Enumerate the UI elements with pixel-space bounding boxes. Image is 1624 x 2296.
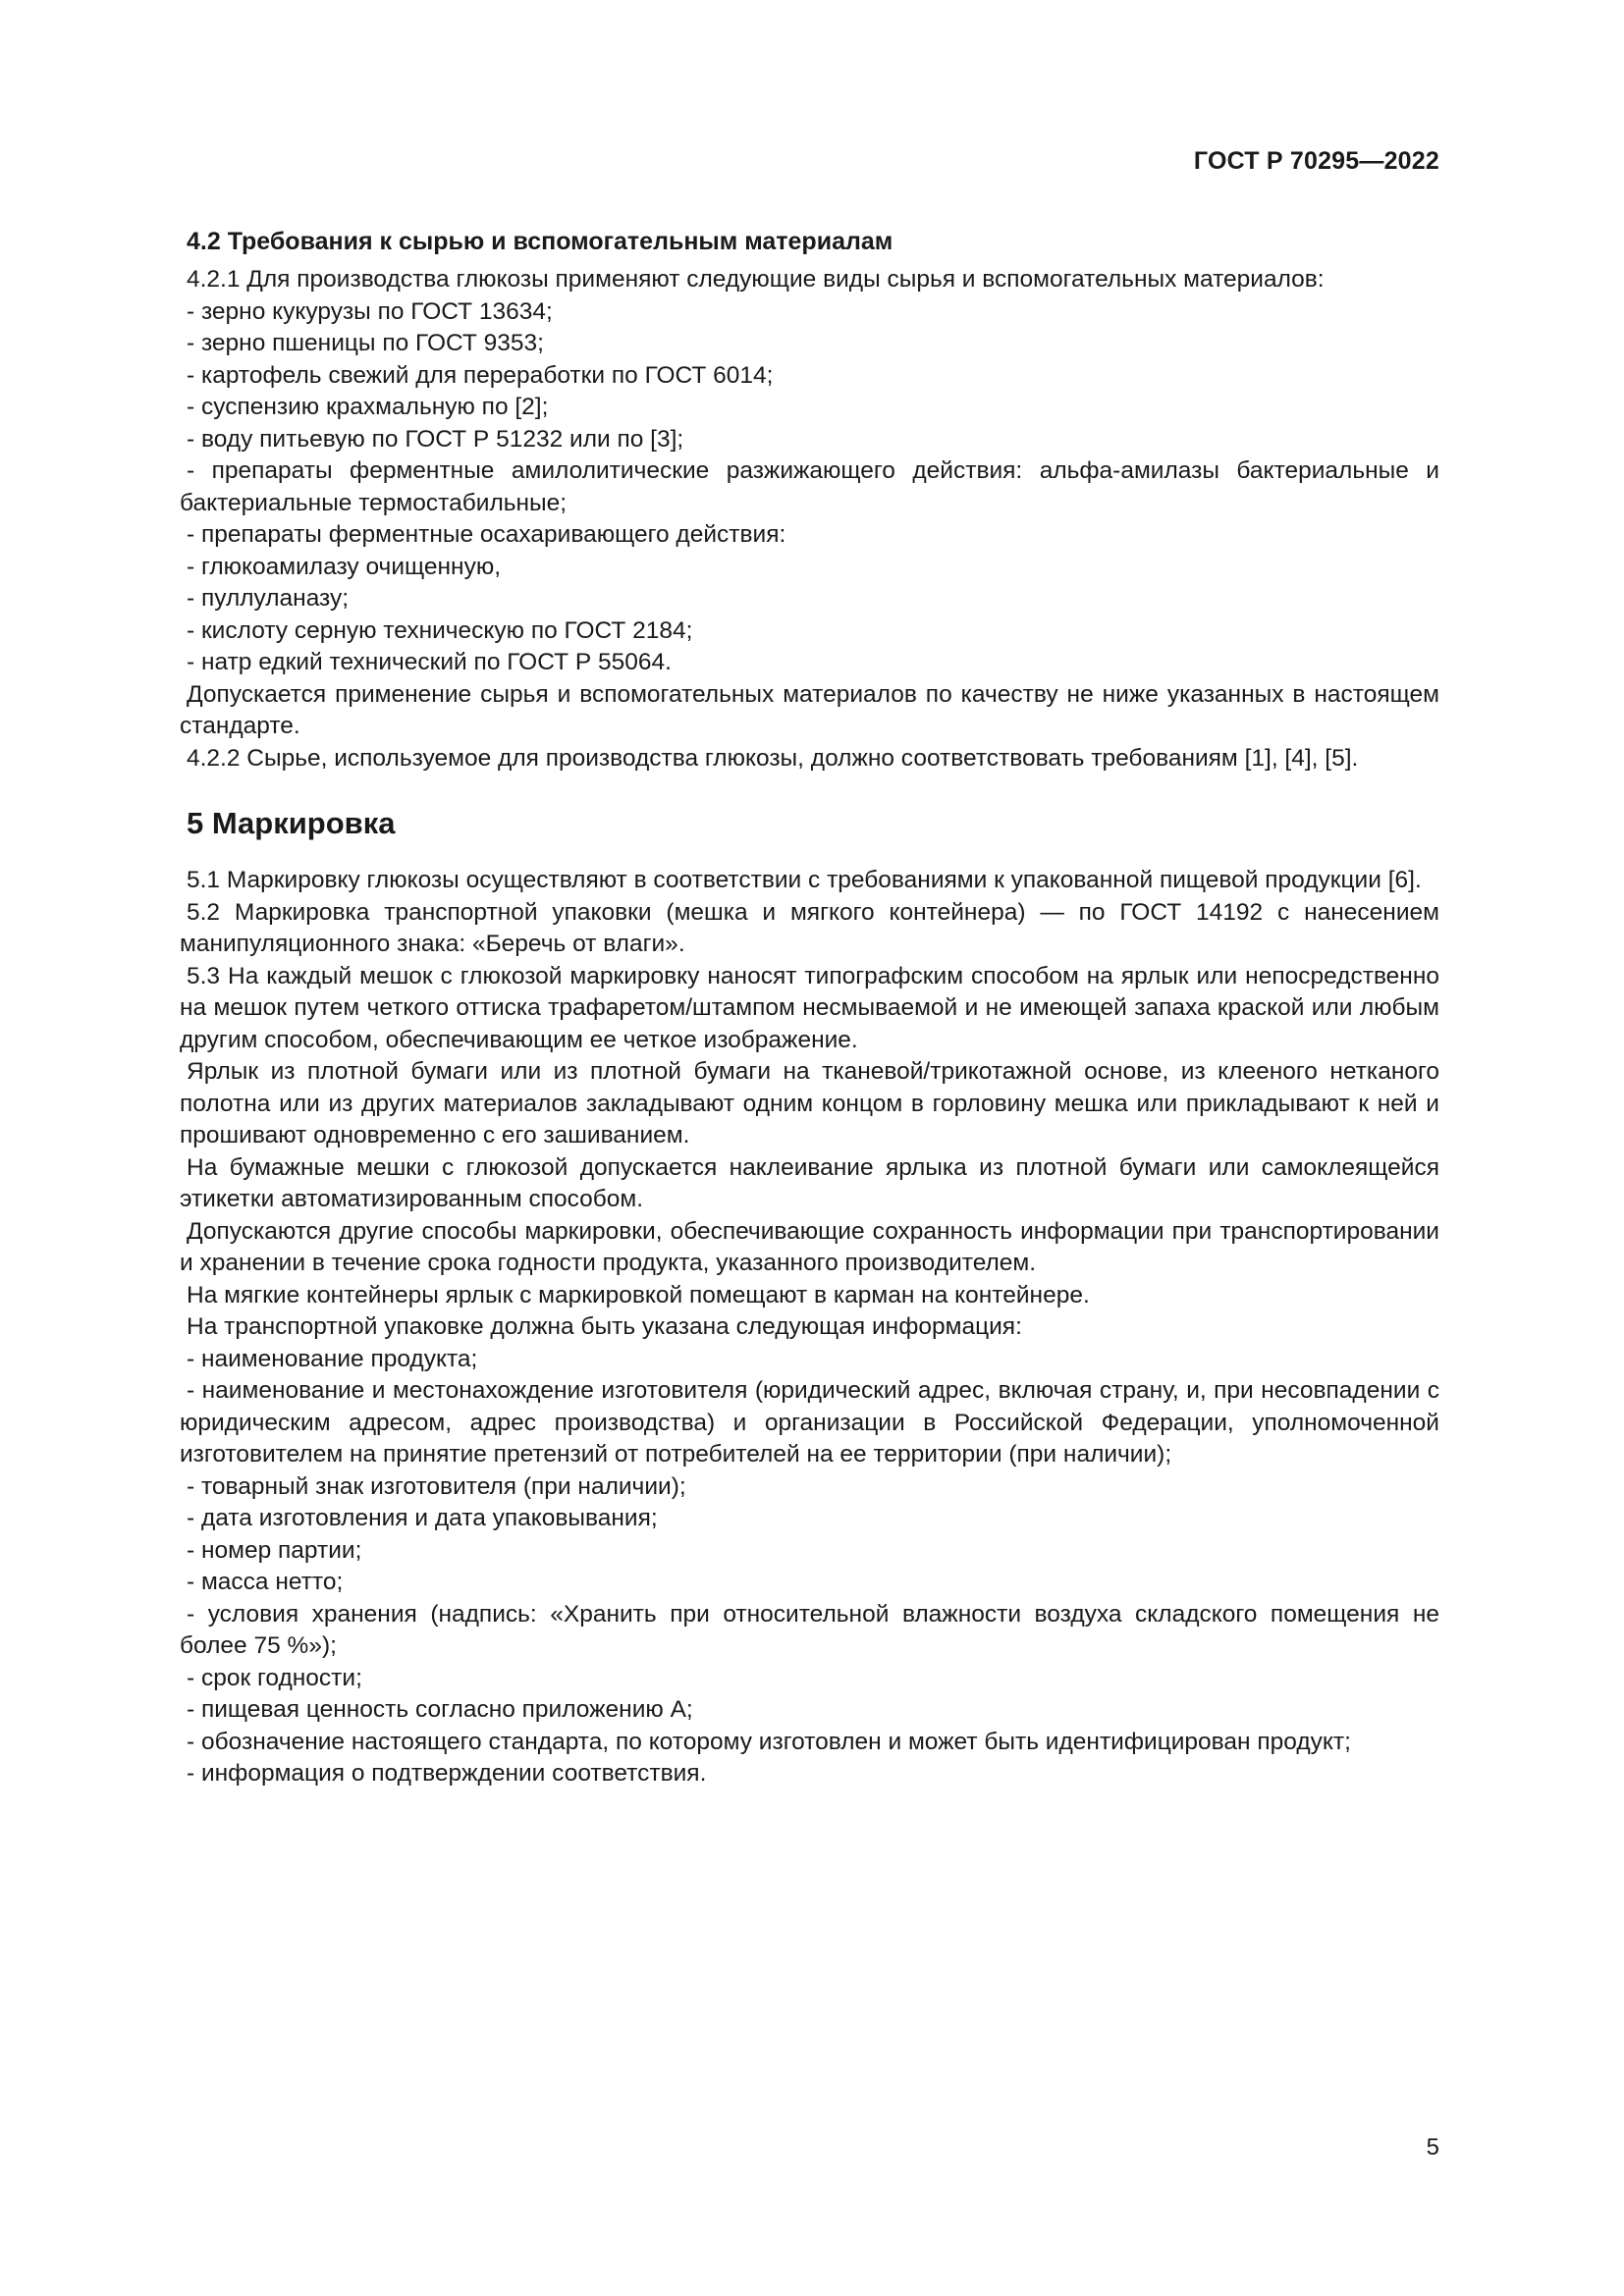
list-item: - зерно пшеницы по ГОСТ 9353;: [187, 330, 544, 356]
list-item: - пищевая ценность согласно приложению А;: [187, 1696, 693, 1723]
page-number: 5: [1426, 2134, 1439, 2161]
list-item: - информация о подтверждении соответствия.: [187, 1760, 707, 1787]
list-item: - масса нетто;: [187, 1569, 344, 1595]
list-item: - зерно кукурузы по ГОСТ 13634;: [187, 297, 553, 325]
list-item: - глюкоамилазу очищенную,: [187, 553, 502, 580]
raw-materials-list: [180, 296, 1439, 679]
list-item: - картофель свежий для переработки по ГОСТ 6014;: [187, 361, 774, 389]
paragraph-allowance: Допускается применение сырья и вспомогательных материалов по качеству не ниже указанных в настоящем стандарте.: [180, 680, 1439, 739]
list-item: - срок годности;: [187, 1664, 362, 1691]
paragraph-4-2-2: 4.2.2 Сырье, используемое для производства глюкозы, должно соответствовать требованиям [1], [4], [5].: [187, 744, 1359, 772]
subsection-heading-4-2: 4.2 Требования к сырью и вспомогательным материалам: [187, 228, 893, 255]
list-item: - натр едкий технический по ГОСТ Р 55064.: [187, 649, 672, 675]
list-item: - препараты ферментные амилолитические разжижающего действия: альфа-амилазы бактериальные и бактериальные термостабильные;: [180, 457, 1439, 516]
paragraph-paper-bags: На бумажные мешки с глюкозой допускается наклеивание ярлыка из плотной бумаги или самоклеящейся этикетки автоматизированным способом.: [180, 1153, 1439, 1212]
list-item: - суспензию крахмальную по [2];: [187, 394, 549, 420]
list-item: - наименование продукта;: [187, 1345, 478, 1372]
list-item: - номер партии;: [187, 1536, 362, 1564]
list-item: - товарный знак изготовителя (при наличии);: [187, 1472, 686, 1500]
list-item: - кислоту серную техническую по ГОСТ 2184;: [187, 616, 693, 644]
list-item: - дата изготовления и дата упаковывания;: [187, 1505, 658, 1531]
paragraph-5-2: 5.2 Маркировка транспортной упаковки (мешка и мягкого контейнера) — по ГОСТ 14192 с нанесением манипуляционного знака: «Беречь от влаги».: [180, 898, 1439, 957]
paragraph-5-3: 5.3 На каждый мешок с глюкозой маркировку наносят типографским способом на ярлык или непосредственно на мешок путем четкого оттиска трафаретом/штампом несмываемой и не имеющей запаха краской или любым другим способом, обеспечивающим ее четкое изображение.: [180, 962, 1439, 1053]
paragraph-label: Ярлык из плотной бумаги или из плотной бумаги на тканевой/трикотажной основе, из клееного нетканого полотна или из других материалов закладывают одним концом в горловину мешка или прикладывают к ней и прошивают одновременно с его зашиванием.: [180, 1058, 1439, 1148]
list-item: - пуллуланазу;: [187, 585, 350, 612]
list-item: - препараты ферментные осахаривающего действия:: [187, 521, 786, 548]
list-item: - условия хранения (надпись: «Хранить при относительной влажности воздуха складского помещения не более 75 %»);: [180, 1600, 1439, 1659]
list-item: - наименование и местонахождение изготовителя (юридический адрес, включая страну, и, при несовпадении с юридическим адресом, адрес производства) и организации в Российской Федерации, уполномоченной изготовителем на принятие претензий от потребителей на ее территории (при наличии);: [180, 1377, 1439, 1468]
paragraph-info-intro: На транспортной упаковке должна быть указана следующая информация:: [187, 1313, 1022, 1340]
paragraph-other-methods: Допускаются другие способы маркировки, обеспечивающие сохранность информации при транспортировании и хранении в течение срока годности продукта, указанного производителем.: [180, 1217, 1439, 1276]
section-heading-5: 5 Маркировка: [187, 806, 396, 840]
document-code: ГОСТ Р 70295—2022: [1193, 147, 1439, 175]
list-item: - обозначение настоящего стандарта, по которому изготовлен и может быть идентифицирован продукт;: [187, 1728, 1351, 1755]
paragraph-5-1: 5.1 Маркировку глюкозы осуществляют в соответствии с требованиями к упакованной пищевой продукции [6].: [187, 867, 1422, 893]
paragraph-soft-containers: На мягкие контейнеры ярлык с маркировкой помещают в карман на контейнере.: [187, 1281, 1090, 1308]
packaging-info-list: [180, 1344, 1439, 1790]
page-content: [180, 226, 1439, 1790]
paragraph-4-2-1: 4.2.1 Для производства глюкозы применяют следующие виды сырья и вспомогательных материалов:: [187, 266, 1325, 293]
list-item: - воду питьевую по ГОСТ Р 51232 или по [3];: [187, 425, 684, 453]
